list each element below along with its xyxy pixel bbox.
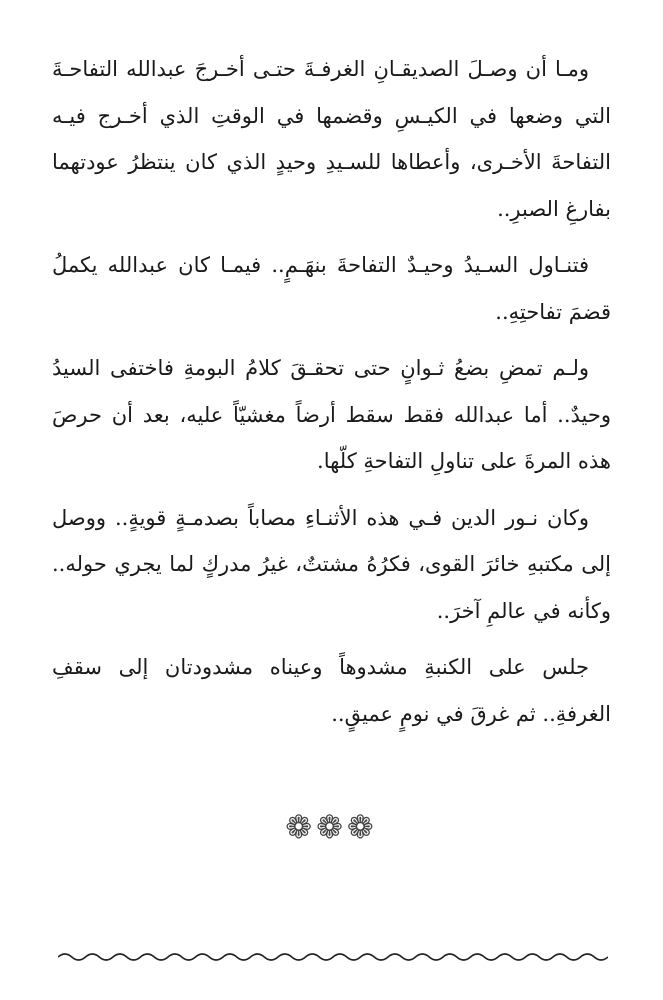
paragraph-2: فتنـاول السـيدُ وحيـدٌ التفاحةَ بنهَـمٍ.. فيمـا كان عبدالله يكملُ قضمَ تفاحتِهِ..: [52, 253, 611, 324]
paragraph-4: وكان نـور الدين فـي هذه الأثنـاءِ مصاباً بصدمـةٍ قويةٍ.. ووصل إلى مكتبهِ خائرَ القوى، فكرُهُ مشتتٌ، غيرُ مدركٍ لما يجري حوله.. وكأنه في عالمِ آخرَ..: [52, 505, 611, 623]
paragraph-5: جلس على الكنبةِ مشدوهاً وعيناه مشدودتان إلى سقفِ الغرفةِ.. ثم غرقَ في نومٍ عميقٍ..: [52, 655, 611, 726]
section-ornament: ❁❁❁: [285, 808, 378, 846]
paragraph-1: ومـا أن وصـلَ الصديقـانِ الغرفـةَ حتـى أخـرجَ عبدالله التفاحـةَ التي وضعها في الكيـسِ وقضمها في الوقتِ الذي أخـرج فيـه التفاحةَ الأخـرى، وأعطاها للسـيدِ وحيدٍ الذي كان ينتظرُ عودتهما بفارغِ الصبرِ..: [52, 57, 611, 221]
story-text: [52, 46, 611, 747]
footer-wavy-rule: [58, 948, 608, 966]
paragraph-3: ولـم تمضِ بضعُ ثـوانٍ حتى تحقـقَ كلامُ البومةِ فاختفى السيدُ وحيدٌ.. أما عبدالله فقط سقط أرضاً مغشيّاً عليه، بعد أن حرصَ هذه المرةَ على تناولِ التفاحةِ كلّها.: [52, 356, 611, 473]
